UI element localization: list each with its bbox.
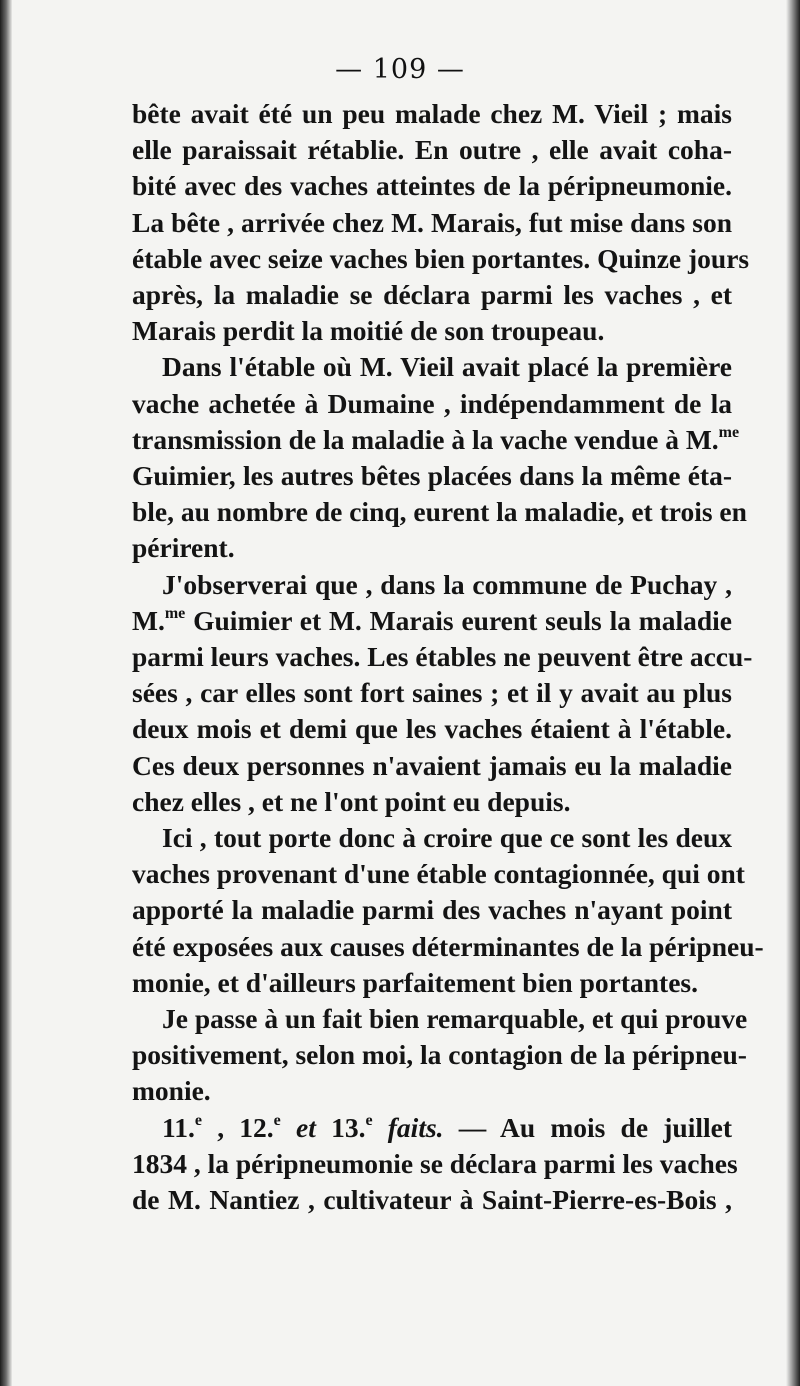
- em-dash: —: [458, 1111, 487, 1143]
- fact-number: 11.: [162, 1111, 195, 1143]
- text-line: été exposées aux causes déterminantes de la péripneu-: [132, 930, 764, 962]
- paragraph-2: [132, 349, 747, 566]
- text-line: Dans l'étable où M. Vieil avait placé la première: [162, 351, 732, 383]
- paragraph-5: [132, 1001, 748, 1110]
- faits-label: faits.: [387, 1111, 444, 1143]
- text-line: Ici , tout porte donc à croire que ce sont les deux: [162, 822, 732, 854]
- text-line-with-sup: [132, 603, 732, 639]
- text-line: bité avec des vaches atteintes de la péripneumonie.: [132, 170, 732, 202]
- text-line: vaches provenant d'une étable contagionnée, qui ont: [132, 858, 745, 890]
- superscript: e: [273, 1111, 281, 1129]
- text-line: apporté la maladie parmi des vaches n'ayant point: [132, 894, 732, 926]
- text-line: de M. Nantiez , cultivateur à Saint-Pierre-es-Bois ,: [132, 1184, 732, 1216]
- text-line: Guimier, les autres bêtes placées dans la même éta-: [132, 460, 732, 492]
- text-line: après, la maladie se déclara parmi les vaches , et: [132, 279, 732, 311]
- paragraph-3: [132, 567, 753, 820]
- text-line: chez elles , et ne l'ont point eu depuis.: [132, 785, 571, 817]
- text-line: monie, et d'ailleurs parfaitement bien portantes.: [132, 966, 698, 998]
- superscript: me: [164, 604, 186, 622]
- text-line: sées , car elles sont fort saines ; et il y avait au plus: [132, 677, 732, 709]
- text-line: Je passe à un fait bien remarquable, et qui prouve: [162, 1003, 748, 1035]
- text-line: vache achetée à Dumaine , indépendamment de la: [132, 387, 732, 419]
- text-fragment: M.: [132, 604, 165, 636]
- text-line: parmi leurs vaches. Les étables ne peuvent être accu-: [132, 641, 753, 673]
- text-line: monie.: [132, 1075, 211, 1107]
- text-line: positivement, selon moi, la contagion de la péripneu-: [132, 1039, 747, 1071]
- text-line: Marais perdit la moitié de son troupeau.: [132, 315, 605, 347]
- text-line: étable avec seize vaches bien portantes. Quinze jours: [132, 242, 750, 274]
- text-line: 1834 , la péripneumonie se déclara parmi les vaches: [132, 1147, 738, 1179]
- fact-number: 13.: [331, 1111, 366, 1143]
- text-line: bête avait été un peu malade chez M. Vieil ; mais: [132, 98, 732, 129]
- text-fragment: Au mois de juillet: [499, 1111, 732, 1143]
- text-line: deux mois et demi que les vaches étaient à l'étable.: [132, 713, 732, 745]
- paragraph-1: [132, 96, 750, 349]
- text-fragment: Guimier et M. Marais eurent seuls la maladie: [193, 604, 732, 636]
- page-left-shadow: [0, 0, 12, 1386]
- text-line: La bête , arrivée chez M. Marais, fut mise dans son: [132, 206, 732, 238]
- text-fragment: transmission de la maladie à la vache vendue à M.: [132, 423, 719, 455]
- text-line: périrent.: [132, 532, 235, 564]
- paragraph-6: [132, 1110, 738, 1219]
- superscript: e: [194, 1111, 202, 1129]
- paragraph-4: [132, 820, 764, 1001]
- page-right-shadow: [786, 0, 800, 1386]
- text-line: Ces deux personnes n'avaient jamais eu la maladie: [132, 749, 732, 781]
- superscript: e: [365, 1111, 373, 1129]
- body-text: [132, 96, 764, 1218]
- text-line: ble, au nombre de cinq, eurent la maladie, et trois en: [132, 496, 747, 528]
- text-line-lead: 11.$^e$ , 12.$^e$ et 13.$^e$ faits. — Au mois de juillet: [162, 1111, 732, 1143]
- superscript: me: [718, 423, 740, 441]
- conjunction: et: [295, 1111, 316, 1143]
- text-line-with-sup: [132, 422, 740, 458]
- page-number: — 109 —: [335, 54, 465, 85]
- text-line: J'observerai que , dans la commune de Puchay ,: [162, 568, 732, 600]
- text-line: elle paraissait rétablie. En outre , elle avait coha-: [132, 134, 732, 166]
- fact-number: 12.: [239, 1111, 274, 1143]
